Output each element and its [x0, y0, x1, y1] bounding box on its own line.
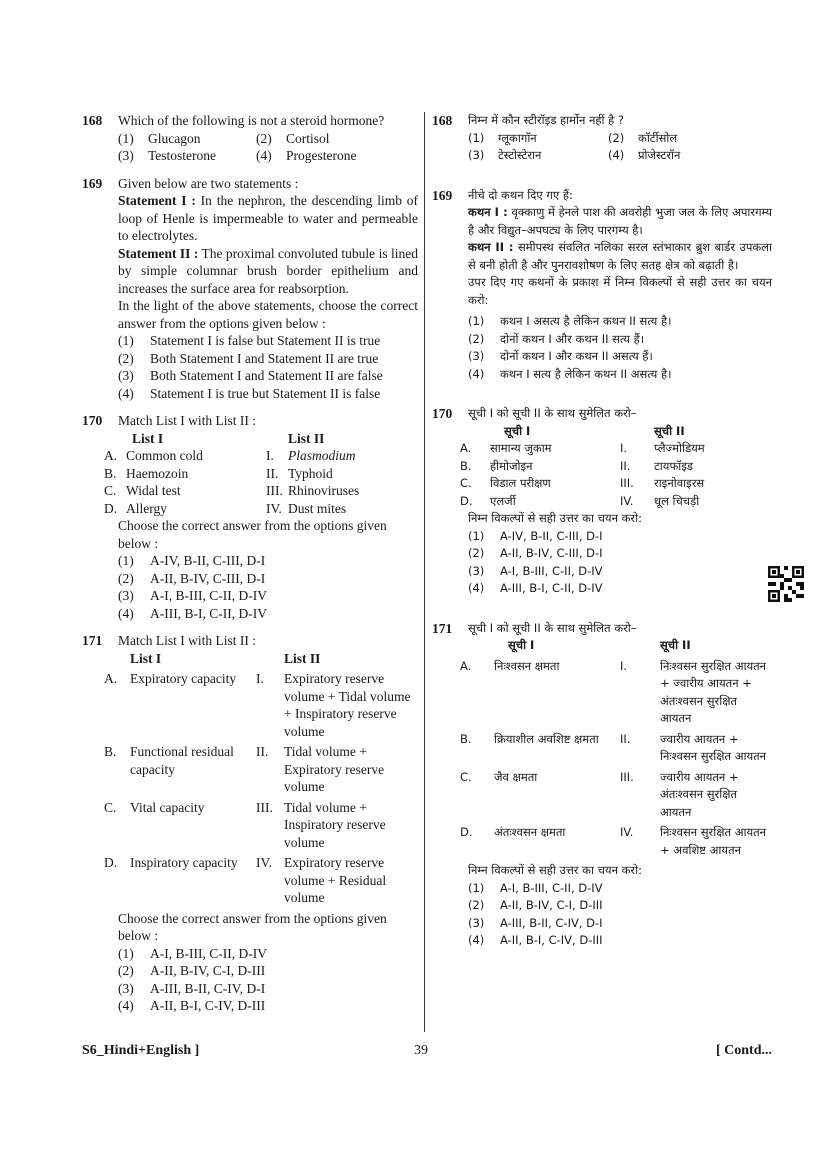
- footer-booklet-code: S6_Hindi+English ]: [82, 1043, 200, 1058]
- english-column: [82, 112, 418, 1025]
- options: [118, 945, 418, 1015]
- option-3: (3) A-III, B-II, C-IV, D-I: [468, 915, 603, 930]
- question-169: [82, 175, 418, 403]
- option-1: (1) A-IV, B-II, C-III, D-I: [118, 553, 266, 568]
- option-2: (2) A-II, B-IV, C-III, D-I: [468, 546, 603, 560]
- question-168-hindi: [432, 112, 772, 165]
- question-prompt: In the light of the above statements, choose the correct answer from the options given below :: [118, 298, 418, 331]
- list-2-header: सूची II: [654, 423, 685, 438]
- option-2: (2) A-II, B-IV, C-I, D-III: [468, 898, 603, 912]
- option-2: (2) दोनों कथन I और कथन II सत्य हैं।: [468, 331, 645, 346]
- question-prompt: Choose the correct answer from the options given below :: [118, 910, 387, 943]
- option-4: (4) A-II, B-I, C-IV, D-III: [468, 933, 603, 947]
- question-170-hindi: [432, 405, 772, 598]
- match-table: सूची I सूची II A. सामान्य जुकाम I. प्लैज्मोडियम B. हीमोजोइन II. टायफॉइड C. विडाल परीक्षण III. राइनोवाइरस D. एलर्जी IV. धूल चिचड़ी: [460, 423, 772, 511]
- option-4: (4) Statement I is true but Statement II is false: [118, 385, 381, 401]
- option-1: (1) A-IV, B-II, C-III, D-I: [468, 528, 603, 543]
- page-number: 39: [414, 1043, 428, 1058]
- question-169-hindi: [432, 187, 772, 384]
- option-4: (4) प्रोजेस्टरॉन: [608, 148, 681, 162]
- question-text: Which of the following is not a steroid hormone?: [118, 113, 385, 128]
- statement-2: कथन II : समीपस्थ संवलित नलिका सरल स्तंभाकार ब्रुश बार्डर उपकला से बनी होती है और पुनरावशोषण के लिए सतह क्षेत्र को बढ़ाती है।: [468, 240, 772, 272]
- option-2: (2) A-II, B-IV, C-I, D-III: [118, 963, 266, 978]
- question-intro: नीचे दो कथन दिए गए हैं:: [468, 187, 573, 202]
- qr-code-icon: [768, 566, 804, 602]
- list-2-header: List II: [284, 650, 321, 666]
- question-number: 169: [82, 175, 103, 191]
- option-2: (2) A-II, B-IV, C-III, D-I: [118, 570, 266, 586]
- question-number: 169: [432, 187, 453, 203]
- footer-contd: [ Contd...: [715, 1043, 772, 1058]
- question-prompt: निम्न विकल्पों से सही उत्तर का चयन करो:: [468, 863, 642, 877]
- question-number: 168: [82, 113, 103, 128]
- column-divider: [424, 112, 425, 1032]
- option-3: (3) दोनों कथन I और कथन II असत्य हैं।: [468, 349, 653, 363]
- match-table: List I List II A. Common cold I. Plasmodium B. Haemozoin II. Typhoid C. Widal test III. Rhinoviruses D. Allergy IV. Dust mites: [104, 430, 418, 518]
- option-1: (1) ग्लूकागॉन: [468, 130, 537, 145]
- list-2-header: सूची II: [660, 638, 691, 652]
- option-3: (3) A-I, B-III, C-II, D-IV: [468, 563, 603, 578]
- match-table: List I List II A. Expiratory capacity I. Expiratory reserve volume + Tidal volume + Inspiratory reserve volume B. Functional residual capacity II. Tidal volume + Expiratory reserve volume C. Vital capacity III. Tidal volume + Inspiratory reserve volume D. Inspiratory capacity IV. Expiratory reserve volume + Residual volume: [104, 650, 418, 910]
- question-prompt: निम्न विकल्पों से सही उत्तर का चयन करो:: [468, 511, 642, 525]
- question-number: 171: [82, 633, 103, 648]
- options: [468, 528, 772, 598]
- question-text: सूची I को सूची II के साथ सुमेलित करो–: [468, 406, 637, 420]
- statement-2: Statement II : The proximal convoluted tubule is lined by simple columnar brush border epithelium and increases the surface area for reabsorption.: [118, 245, 418, 296]
- question-text: सूची I को सूची II के साथ सुमेलित करो–: [468, 620, 637, 635]
- question-170: [82, 412, 418, 622]
- options: [468, 313, 772, 383]
- option-4: (4) Progesterone: [256, 148, 357, 163]
- question-number: 170: [82, 413, 103, 428]
- options: [118, 130, 418, 165]
- list-2-header: List II: [288, 430, 325, 446]
- list-1-header: सूची I: [504, 423, 531, 438]
- question-prompt: Choose the correct answer from the options given below :: [118, 518, 387, 551]
- option-1: (1) कथन I असत्य है लेकिन कथन II सत्य है।: [468, 314, 672, 328]
- option-3: (3) A-I, B-III, C-II, D-IV: [118, 588, 267, 603]
- question-171-hindi: [432, 620, 772, 950]
- question-number: 171: [432, 620, 453, 636]
- option-4: (4) A-III, B-I, C-II, D-IV: [118, 605, 267, 621]
- question-number: 168: [432, 113, 453, 128]
- question-number: 170: [432, 406, 453, 421]
- options: [468, 130, 772, 165]
- statement-1: कथन I : वृक्काणु में हेनले पाश की अवरोही भुजा जल के लिए अपारगम्य है और विद्युत–अपघट्य के लिए पारगम्य है।: [468, 205, 772, 237]
- list-1-header: सूची I: [508, 638, 535, 652]
- option-1: (1) Glucagon: [118, 130, 201, 146]
- question-171: [82, 632, 418, 1015]
- option-2: (2) Both Statement I and Statement II are true: [118, 350, 379, 366]
- list-1-header: List I: [132, 430, 164, 446]
- question-text: निम्न में कौन स्टीरॉइड हार्मोन नहीं है ?: [468, 113, 625, 127]
- option-1: (1) A-I, B-III, C-II, D-IV: [118, 945, 267, 961]
- statement-1: Statement I : In the nephron, the descending limb of loop of Henle is impermeable to water and permeable to electrolytes.: [118, 193, 419, 243]
- options: [118, 332, 418, 402]
- question-prompt: उपर दिए गए कथनों के प्रकाश में निम्न विकल्पों से सही उत्तर का चयन करो:: [468, 275, 772, 307]
- option-2: (2) कॉर्टीसोल: [608, 130, 678, 145]
- options: [468, 880, 772, 950]
- option-2: (2) Cortisol: [256, 130, 330, 146]
- option-1: (1) Statement I is false but Statement II is true: [118, 333, 381, 348]
- options: [118, 552, 418, 622]
- question-intro: Given below are two statements :: [118, 175, 299, 191]
- hindi-column: [432, 112, 772, 960]
- option-3: (3) टेस्टोस्टेरान: [468, 148, 542, 162]
- list-1-header: List I: [130, 650, 162, 666]
- option-4: (4) कथन I सत्य है लेकिन कथन II असत्य है।: [468, 366, 672, 381]
- option-3: (3) Testosterone: [118, 148, 217, 163]
- option-4: (4) A-III, B-I, C-II, D-IV: [468, 581, 603, 595]
- option-1: (1) A-I, B-III, C-II, D-IV: [468, 880, 603, 895]
- question-text: Match List I with List II :: [118, 633, 256, 648]
- question-168: [82, 112, 418, 165]
- option-3: (3) Both Statement I and Statement II are false: [118, 368, 383, 383]
- option-3: (3) A-III, B-II, C-IV, D-I: [118, 980, 266, 996]
- option-4: (4) A-II, B-I, C-IV, D-III: [118, 998, 266, 1013]
- match-table: सूची I सूची II A. निःश्वसन क्षमता I. निःश्वसन सुरक्षित आयतन + ज्वारीय आयतन + अंतःश्वसन सुरक्षित आयतन B. क्रियाशील अवशिष्ट क्षमता II. ज्वारीय आयतन + निःश्वसन सुरक्षित आयतन C. जैव क्षमता III. ज्वारीय आयतन + अंतःश्वसन सुरक्षित आयतन D. अंतःश्वसन क्षमता IV. निःश्वसन सुरक्षित आयतन + अवशिष्ट आयतन: [460, 637, 772, 862]
- question-text: Match List I with List II :: [118, 413, 256, 428]
